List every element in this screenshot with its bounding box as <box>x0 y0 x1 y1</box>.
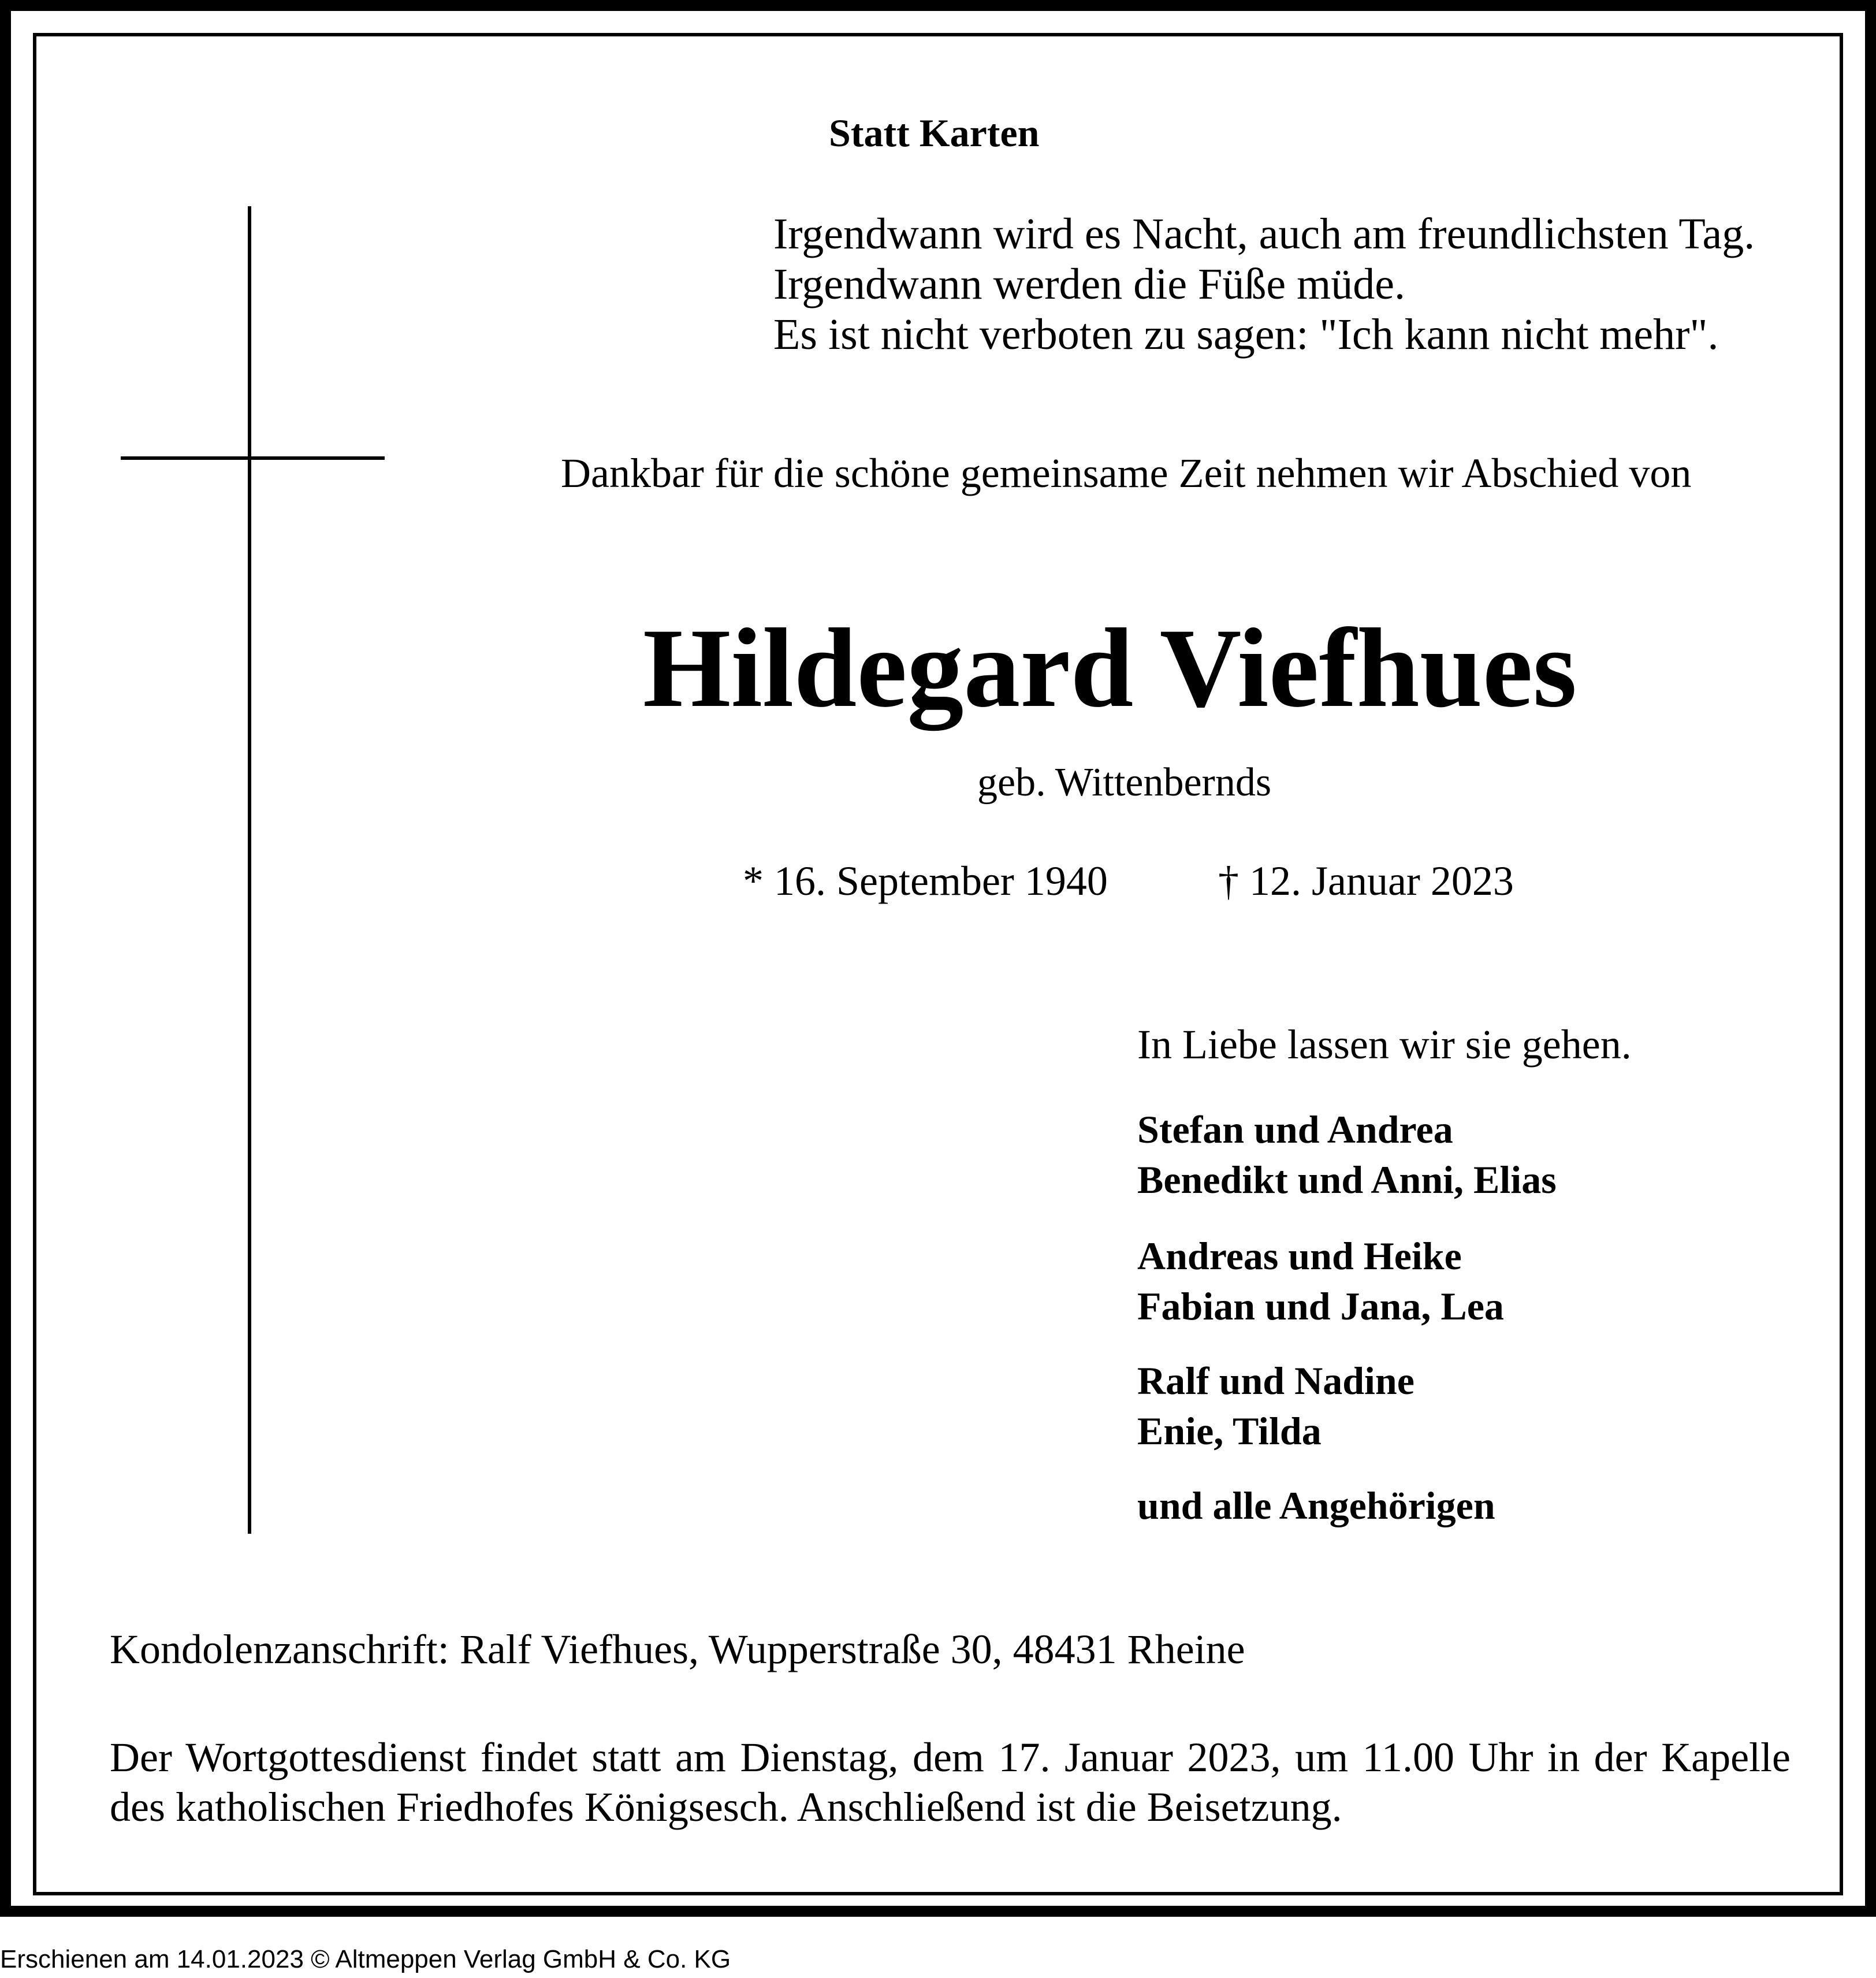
mourner-group <box>1137 1481 1495 1531</box>
poem-line: Irgendwann werden die Füße müde. <box>773 260 1405 308</box>
mourner-line: Ralf und Nadine <box>1137 1359 1415 1403</box>
cross-horizontal-bar <box>121 456 385 460</box>
cross-vertical-bar <box>248 206 251 1534</box>
death-date: † 12. Januar 2023 <box>1218 858 1514 904</box>
poem-line: Es ist nicht verboten zu sagen: "Ich kann nicht mehr". <box>773 310 1719 359</box>
mourner-group <box>1137 1105 1557 1205</box>
mourner-line: und alle Angehörigen <box>1137 1484 1495 1527</box>
poem <box>773 209 1755 360</box>
mourner-line: Enie, Tilda <box>1137 1409 1322 1453</box>
mourner-line: Benedikt und Anni, Elias <box>1137 1158 1557 1202</box>
poem-line: Irgendwann wird es Nacht, auch am freundlichsten Tag. <box>773 210 1755 258</box>
header-statt-karten: Statt Karten <box>829 111 1040 155</box>
deceased-name: Hildegard Viefhues <box>643 605 1577 731</box>
mourner-line: Stefan und Andrea <box>1137 1107 1453 1151</box>
condolence-address: Kondolenzanschrift: Ralf Viefhues, Wupperstraße 30, 48431 Rheine <box>110 1626 1245 1672</box>
birth-date: * 16. September 1940 <box>743 858 1108 904</box>
mourner-group <box>1137 1356 1415 1456</box>
intro-text: Dankbar für die schöne gemeinsame Zeit nehmen wir Abschied von <box>561 450 1692 496</box>
mourner-line: Andreas und Heike <box>1137 1234 1462 1278</box>
mourner-line: Fabian und Jana, Lea <box>1137 1284 1504 1328</box>
publication-footer: Erschienen am 14.01.2023 © Altmeppen Verlag GmbH & Co. KG <box>0 1945 731 1973</box>
farewell-text: In Liebe lassen wir sie gehen. <box>1137 1021 1632 1068</box>
mourner-group <box>1137 1231 1504 1332</box>
maiden-name: geb. Wittenbernds <box>977 760 1272 805</box>
service-info: Der Wortgottesdienst findet statt am Dienstag, dem 17. Januar 2023, um 11.00 Uhr in der Kapelle des katholischen Friedhofes Königsesch. Anschließend ist die Beisetzung. <box>110 1734 1791 1830</box>
